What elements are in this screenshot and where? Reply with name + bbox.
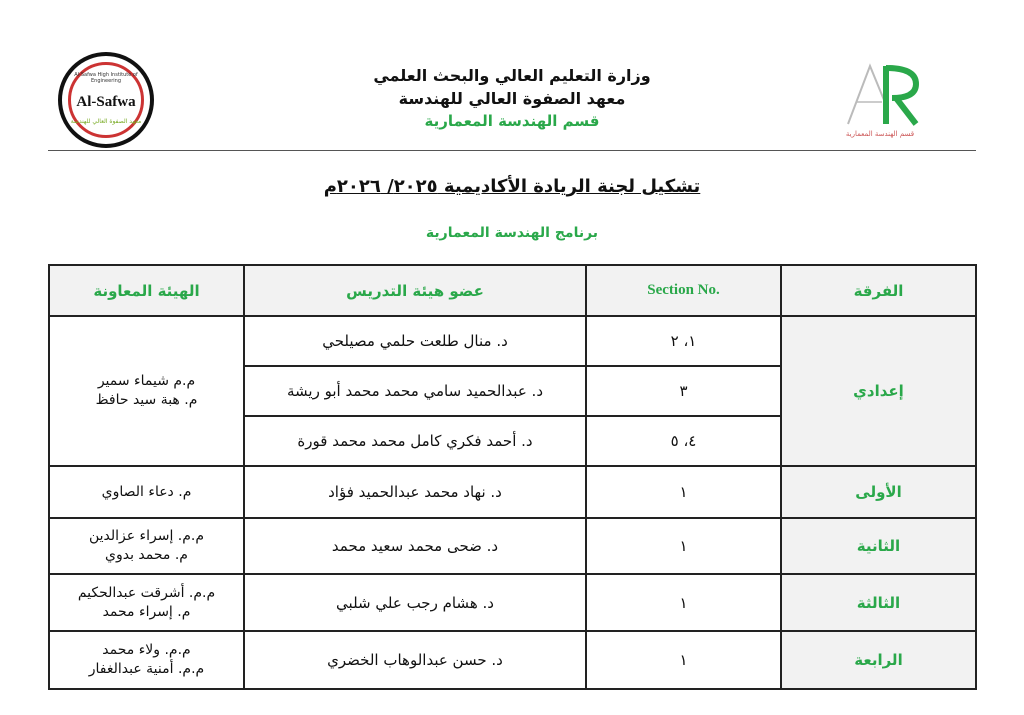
section-cell: ١ bbox=[586, 574, 781, 631]
header-section: Section No. bbox=[586, 265, 781, 316]
ministry-title: وزارة التعليم العالي والبحث العلمي bbox=[373, 66, 651, 85]
assistant-name: م. دعاء الصاوي bbox=[101, 483, 192, 500]
assistant-name: م.م. أمنية عبدالغفار bbox=[88, 661, 205, 677]
ar-monogram-icon bbox=[840, 60, 920, 130]
faculty-cell: د. نهاد محمد عبدالحميد فؤاد bbox=[244, 466, 586, 518]
section-cell: ١ bbox=[586, 631, 781, 689]
assistants-cell bbox=[49, 574, 244, 631]
assistant-name: م. إسراء محمد bbox=[102, 603, 191, 620]
assistant-name: م.م. إسراء عزالدين bbox=[88, 528, 205, 544]
prep-assistants-cell bbox=[49, 316, 244, 466]
table-row bbox=[49, 574, 976, 631]
al-safwa-logo bbox=[58, 52, 154, 148]
table-row bbox=[49, 631, 976, 689]
department-logo-caption: قسم الهندسة المعمارية bbox=[845, 130, 915, 138]
header-divider bbox=[48, 150, 976, 151]
logo-wordmark: Al-Safwa bbox=[76, 94, 136, 110]
faculty-cell: د. منال طلعت حلمي مصيلحي bbox=[244, 316, 586, 366]
assistants-cell bbox=[49, 631, 244, 689]
faculty-cell: د. ضحى محمد سعيد محمد bbox=[244, 518, 586, 574]
assistant-name: م. هبة سيد حافظ bbox=[95, 392, 198, 408]
year-cell: إعدادي bbox=[781, 316, 976, 466]
table-header-row bbox=[49, 265, 976, 316]
architecture-department-logo bbox=[840, 60, 920, 144]
header-assistants: الهيئة المعاونة bbox=[49, 265, 244, 316]
section-cell: ١، ٢ bbox=[586, 316, 781, 366]
year-cell: الثانية bbox=[781, 518, 976, 574]
assistant-name: م.م شيماء سمير bbox=[97, 373, 196, 389]
header-year: الفرقة bbox=[781, 265, 976, 316]
header-faculty: عضو هيئة التدريس bbox=[244, 265, 586, 316]
assistants-cell bbox=[49, 466, 244, 518]
faculty-cell: د. عبدالحميد سامي محمد محمد أبو ريشة bbox=[244, 366, 586, 416]
year-cell: الرابعة bbox=[781, 631, 976, 689]
table-row bbox=[49, 466, 976, 518]
department-title: قسم الهندسة المعمارية bbox=[424, 112, 600, 130]
section-cell: ١ bbox=[586, 466, 781, 518]
faculty-cell: د. حسن عبدالوهاب الخضري bbox=[244, 631, 586, 689]
document-title: تشكيل لجنة الريادة الأكاديمية ٢٠٢٥/ ٢٠٢٦م bbox=[323, 176, 701, 197]
program-title: برنامج الهندسة المعمارية bbox=[425, 225, 599, 241]
table-row bbox=[49, 518, 976, 574]
logo-top-text: Al-Safwa High Institute of Engineering bbox=[74, 72, 138, 84]
section-cell: ١ bbox=[586, 518, 781, 574]
table-row bbox=[49, 316, 976, 366]
header-titles bbox=[300, 64, 724, 133]
committee-table bbox=[48, 264, 977, 690]
year-cell: الأولى bbox=[781, 466, 976, 518]
section-cell: ٣ bbox=[586, 366, 781, 416]
section-cell: ٤، ٥ bbox=[586, 416, 781, 466]
assistant-name: م. محمد بدوي bbox=[105, 547, 188, 563]
assistant-name: م.م. أشرقت عبدالحكيم bbox=[77, 584, 216, 601]
faculty-cell: د. هشام رجب علي شلبي bbox=[244, 574, 586, 631]
assistant-name: م.م. ولاء محمد bbox=[102, 642, 191, 658]
assistants-cell bbox=[49, 518, 244, 574]
faculty-cell: د. أحمد فكري كامل محمد محمد قورة bbox=[244, 416, 586, 466]
logo-bottom-text: معهد الصفوة العالي للهندسة bbox=[70, 118, 142, 125]
year-cell: الثالثة bbox=[781, 574, 976, 631]
institute-title: معهد الصفوة العالي للهندسة bbox=[398, 89, 626, 108]
